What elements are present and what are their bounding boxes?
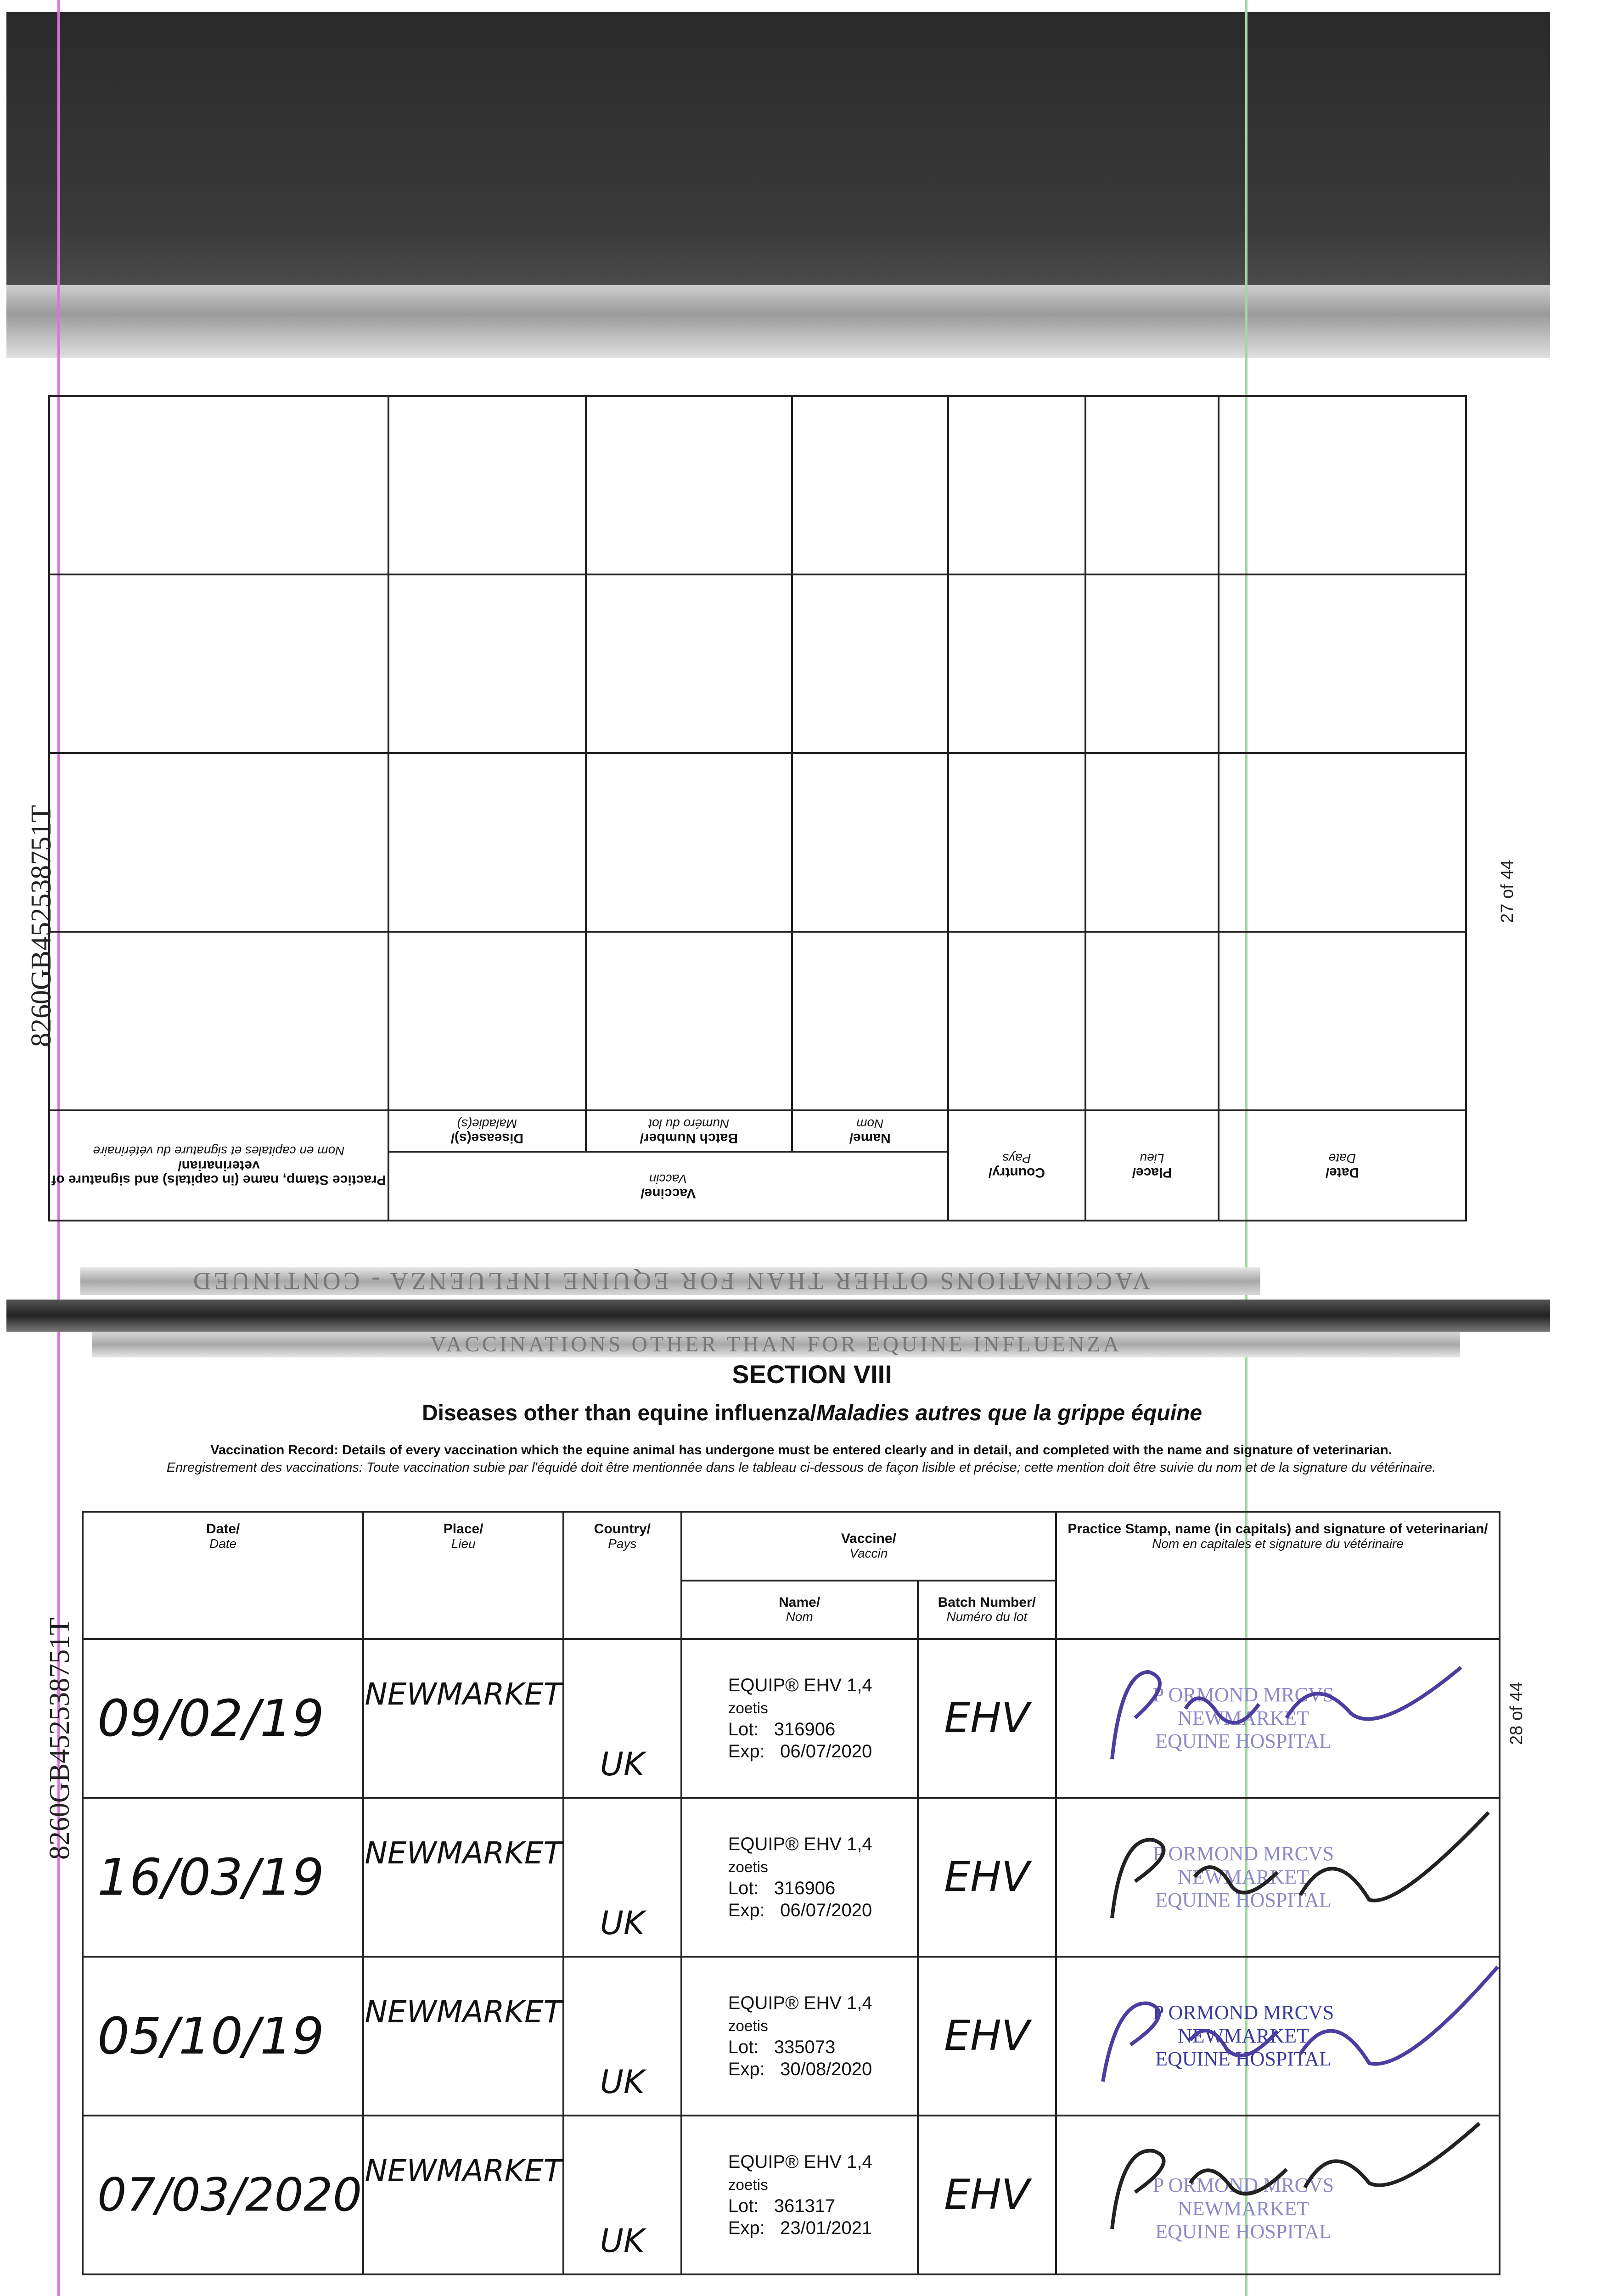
- upper-header-country: Country/ Pays: [948, 1110, 1086, 1221]
- section-title: SECTION VIII: [732, 1360, 892, 1389]
- cell-vet: [1056, 1639, 1500, 1798]
- cell-place: NEWMARKET: [363, 2116, 563, 2274]
- upper-header-row: [49, 1152, 1466, 1221]
- table-row: [83, 2116, 1500, 2274]
- cell-vaccine: EQUIP® EHV 1,4 zoetis Lot: 335073 Exp: 30/08/2020: [681, 1957, 918, 2116]
- cell-vet: [1056, 1798, 1500, 1957]
- scan-shadow: [6, 12, 1550, 320]
- cell-date: 07/03/2020: [83, 2116, 363, 2274]
- cell-place: NEWMARKET: [363, 1798, 563, 1957]
- table-row: [83, 1639, 1500, 1798]
- cell-date: 16/03/19: [83, 1798, 363, 1957]
- table-row: [83, 1798, 1500, 1957]
- upper-header-vet: Practice Stamp, name (in capitals) and signature of veterinarian/ Nom en capitales et signature du vétérinaire: [49, 1110, 388, 1221]
- upper-section-band: VACCINATIONS OTHER THAN FOR EQUINE INFLUENZA - CONTINUED: [80, 1267, 1260, 1295]
- vet-signature: [1094, 1803, 1507, 1932]
- upper-header-vaccine: Vaccine/ Vaccin: [388, 1152, 948, 1221]
- cell-vaccine: EQUIP® EHV 1,4 zoetis Lot: 361317 Exp: 23/01/2021: [681, 2116, 918, 2274]
- upper-header-name: Name/ Nom: [792, 1110, 948, 1152]
- cell-vet: [1056, 1957, 1500, 2116]
- upper-empty-row: [49, 753, 1466, 932]
- practice-stamp: P ORMOND MRCVS NEWMARKET EQUINE HOSPITAL: [1152, 1683, 1334, 1753]
- table-row: [83, 1957, 1500, 2116]
- practice-stamp: P ORMOND MRCVS NEWMARKET EQUINE HOSPITAL: [1152, 2001, 1334, 2071]
- upper-header-date: Date/ Date: [1219, 1110, 1466, 1221]
- upper-vaccination-table: [48, 395, 1467, 1221]
- cell-place: NEWMARKET: [363, 1957, 563, 2116]
- upper-empty-row: [49, 932, 1466, 1110]
- vet-signature: [1085, 1962, 1521, 2091]
- lower-page: [82, 1511, 1500, 2275]
- vaccination-record-instructions: Vaccination Record: Details of every vaccination which the equine animal has undergone must be entered clearly and in detail, and completed with the name and signature of veterinarian. Enregistrement des vaccinations: Toute vaccination subie par l'équidé doit être mentionnée dans le tableau ci-dessous de façon lisible et précise; cette mention doit être suivie du nom et de la signature du vétérinaire.: [166, 1443, 1436, 1475]
- scan-fold: [6, 1300, 1550, 1332]
- document-id-lower: 8260GB452538751T: [44, 1618, 75, 1860]
- vet-signature: [1094, 2119, 1507, 2238]
- cell-vaccine: EQUIP® EHV 1,4 zoetis Lot: 316906 Exp: 06/07/2020: [681, 1639, 918, 1798]
- cell-date: 05/10/19: [83, 1957, 363, 2116]
- upper-header-place: Place/ Lieu: [1085, 1110, 1219, 1221]
- cell-disease: EHV: [918, 1957, 1056, 2116]
- scan-page-edge: [6, 285, 1550, 358]
- upper-header-disease: Disease(s)/ Maladie(s): [388, 1110, 586, 1152]
- lower-section-band: VACCINATIONS OTHER THAN FOR EQUINE INFLUENZA: [92, 1332, 1460, 1357]
- header-country: Country/ Pays: [563, 1512, 681, 1639]
- cell-vaccine: EQUIP® EHV 1,4 zoetis Lot: 316906 Exp: 06/07/2020: [681, 1798, 918, 1957]
- upper-page: [48, 395, 1467, 1221]
- page-number-lower: 28 of 44: [1507, 1682, 1526, 1745]
- header-vet: Practice Stamp, name (in capitals) and signature of veterinarian/ Nom en capitales et signature du vétérinaire: [1056, 1512, 1500, 1639]
- header-row: [83, 1512, 1500, 1581]
- header-place: Place/ Lieu: [363, 1512, 563, 1639]
- document-id-upper: 8260GB452538751T: [26, 805, 57, 1047]
- cell-date: 09/02/19: [83, 1639, 363, 1798]
- header-batch: Batch Number/ Numéro du lot: [918, 1581, 1056, 1639]
- upper-empty-row: [49, 574, 1466, 753]
- upper-empty-row: [49, 396, 1466, 574]
- vet-signature: [1094, 1644, 1507, 1773]
- cell-disease: EHV: [918, 1798, 1056, 1957]
- cell-country: UK: [563, 1798, 681, 1957]
- page-number-upper: 27 of 44: [1498, 860, 1517, 923]
- practice-stamp: P ORMOND MRCVS NEWMARKET EQUINE HOSPITAL: [1152, 2174, 1334, 2243]
- cell-disease: EHV: [918, 1639, 1056, 1798]
- header-vaccine: Vaccine/ Vaccin: [681, 1512, 1056, 1581]
- cell-country: UK: [563, 2116, 681, 2274]
- section-subtitle: Diseases other than equine influenza/Maladies autres que la grippe équine: [421, 1401, 1203, 1425]
- vaccination-table: [82, 1511, 1500, 2275]
- practice-stamp: P ORMOND MRCVS NEWMARKET EQUINE HOSPITAL: [1152, 1842, 1334, 1912]
- cell-country: UK: [563, 1957, 681, 2116]
- cell-country: UK: [563, 1639, 681, 1798]
- upper-header-batch: Batch Number/ Numéro du lot: [586, 1110, 792, 1152]
- cell-place: NEWMARKET: [363, 1639, 563, 1798]
- cell-disease: EHV: [918, 2116, 1056, 2274]
- cell-vet: [1056, 2116, 1500, 2274]
- header-name: Name/ Nom: [681, 1581, 918, 1639]
- header-date: Date/ Date: [83, 1512, 363, 1639]
